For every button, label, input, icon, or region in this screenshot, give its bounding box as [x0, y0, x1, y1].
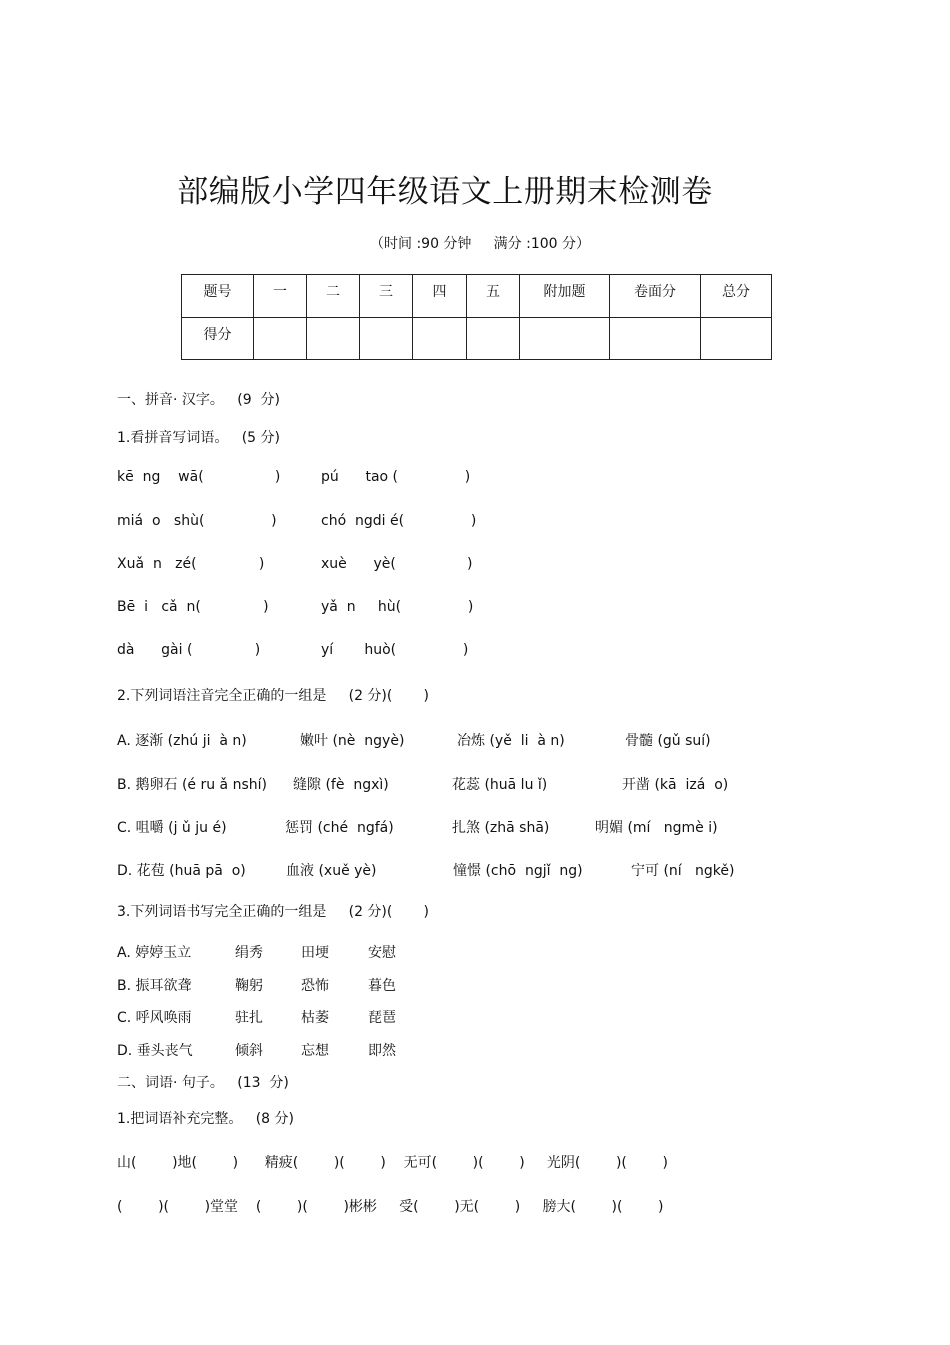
- pinyin-item: dà gài ( ): [117, 642, 261, 658]
- table-cell: 一: [254, 275, 307, 318]
- section-heading: 一、拼音· 汉字。 (9 分): [117, 392, 280, 408]
- option-word: 冶炼 (yě li à n): [457, 733, 565, 749]
- pinyin-item: yǎ n hù( ): [321, 599, 474, 615]
- option-word: 嫩叶 (nè ngyè): [300, 733, 405, 749]
- table-cell: 卷面分: [610, 275, 701, 318]
- section-heading: 二、词语· 句子。 (13 分): [117, 1075, 289, 1091]
- pinyin-item: Xuǎ n zé( ): [117, 556, 265, 572]
- option-word: 惩罚 (ché ngfá): [285, 820, 394, 836]
- table-cell: 总分: [701, 275, 772, 318]
- option-word: 绢秀: [235, 945, 263, 961]
- option-c: C. 呼风唤雨: [117, 1010, 192, 1026]
- option-d: D. 花苞 (huā pā o): [117, 863, 246, 879]
- option-word: 忘想: [301, 1043, 329, 1059]
- option-word: 驻扎: [235, 1010, 263, 1026]
- table-cell: 二: [307, 275, 360, 318]
- option-word: 倾斜: [235, 1043, 263, 1059]
- option-word: 鞠躬: [235, 978, 263, 994]
- table-cell: 五: [467, 275, 520, 318]
- table-cell: 四: [413, 275, 467, 318]
- option-a: A. 婷婷玉立: [117, 945, 192, 961]
- option-b: B. 鹅卵石 (é ru ǎ nshí): [117, 777, 267, 793]
- option-word: 憧憬 (chō ngjǐ ng): [453, 863, 583, 879]
- option-word: 安慰: [368, 945, 396, 961]
- fill-in-line: ( )( )堂堂 ( )( )彬彬 受( )无( ) 膀大( )( ): [117, 1199, 664, 1215]
- score-input-cell[interactable]: [701, 318, 772, 360]
- option-d: D. 垂头丧气: [117, 1043, 193, 1059]
- option-word: 宁可 (ní ngkě): [631, 863, 735, 879]
- table-cell: 附加题: [520, 275, 610, 318]
- option-word: 明媚 (mí ngmè i): [595, 820, 718, 836]
- question-title: 1.看拼音写词语。 (5 分): [117, 430, 280, 446]
- question-title: 2.下列词语注音完全正确的一组是 (2 分)( ): [117, 688, 429, 704]
- page-title: 部编版小学四年级语文上册期末检测卷: [177, 174, 713, 210]
- table-cell: 得分: [182, 318, 254, 360]
- pinyin-item: pú tao ( ): [321, 469, 471, 485]
- option-word: 花蕊 (huā lu ǐ): [452, 777, 548, 793]
- score-input-cell[interactable]: [254, 318, 307, 360]
- table-cell: 题号: [182, 275, 254, 318]
- option-word: 扎煞 (zhā shā): [452, 820, 550, 836]
- question-title: 1.把词语补充完整。 (8 分): [117, 1111, 294, 1127]
- exam-info: （时间 :90 分钟 满分 :100 分）: [370, 236, 591, 252]
- score-input-cell[interactable]: [467, 318, 520, 360]
- option-b: B. 振耳欲聋: [117, 978, 192, 994]
- option-word: 暮色: [368, 978, 396, 994]
- pinyin-item: miá o shù( ): [117, 513, 277, 529]
- option-word: 即然: [368, 1043, 396, 1059]
- option-word: 缝隙 (fè ngxì): [293, 777, 389, 793]
- option-c: C. 咀嚼 (j ǔ ju é): [117, 820, 227, 836]
- score-input-cell[interactable]: [413, 318, 467, 360]
- pinyin-item: yí huò( ): [321, 642, 469, 658]
- question-title: 3.下列词语书写完全正确的一组是 (2 分)( ): [117, 904, 429, 920]
- fill-in-line: 山( )地( ) 精疲( )( ) 无可( )( ) 光阴( )( ): [117, 1155, 668, 1171]
- option-word: 枯萎: [301, 1010, 329, 1026]
- pinyin-item: Bē i cǎ n( ): [117, 599, 269, 615]
- option-word: 骨髓 (gǔ suí): [625, 733, 711, 749]
- option-word: 开凿 (kā izá o): [622, 777, 729, 793]
- pinyin-item: xuè yè( ): [321, 556, 473, 572]
- score-input-cell[interactable]: [610, 318, 701, 360]
- score-table-header-row: [182, 275, 772, 318]
- option-word: 琵琶: [368, 1010, 396, 1026]
- pinyin-item: kē ng wā( ): [117, 469, 281, 485]
- score-input-cell[interactable]: [360, 318, 413, 360]
- score-input-cell[interactable]: [307, 318, 360, 360]
- pinyin-item: chó ngdi é( ): [321, 513, 477, 529]
- score-table: [181, 274, 772, 360]
- option-word: 血液 (xuě yè): [286, 863, 377, 879]
- score-table-score-row: [182, 318, 772, 360]
- option-word: 田埂: [301, 945, 329, 961]
- table-cell: 三: [360, 275, 413, 318]
- score-input-cell[interactable]: [520, 318, 610, 360]
- option-a: A. 逐渐 (zhú ji à n): [117, 733, 247, 749]
- option-word: 恐怖: [301, 978, 329, 994]
